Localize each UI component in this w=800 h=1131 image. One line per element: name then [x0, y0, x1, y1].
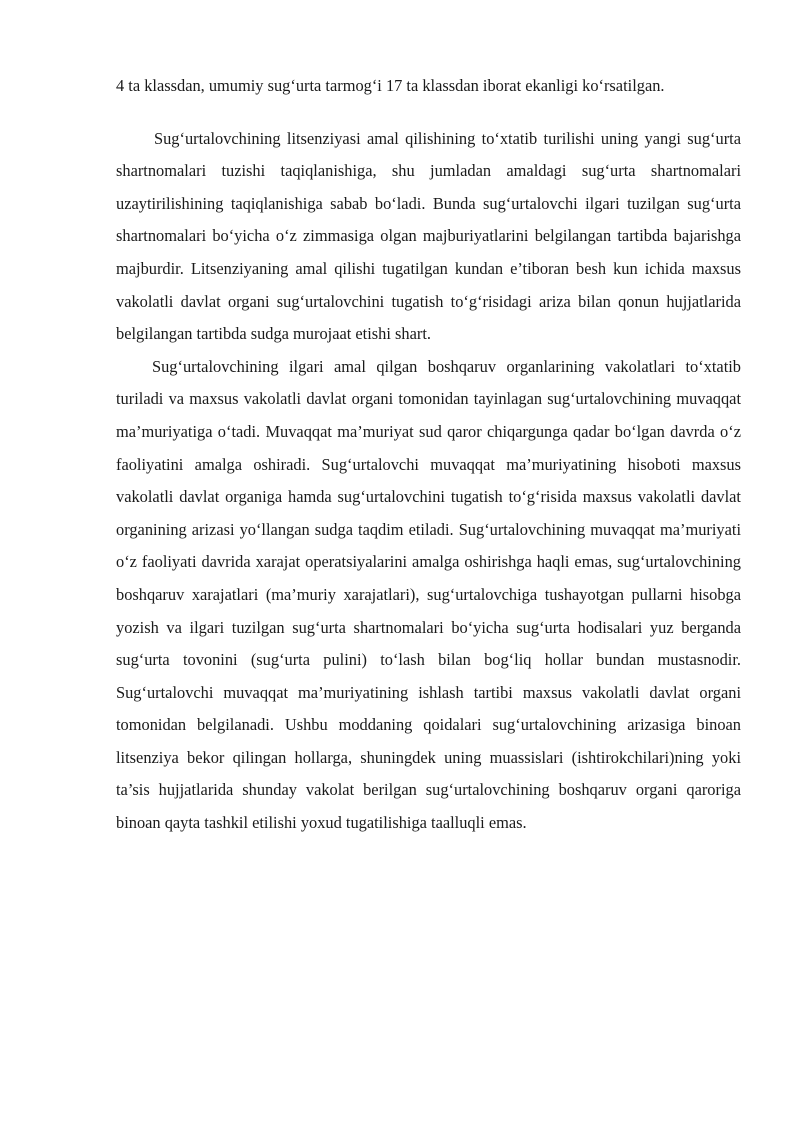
paragraph-license-suspension: Sug‘urtalovchining litsenziyasi amal qilishining to‘xtatib turilishi uning yangi sug‘urta shartnomalari tuzishi taqiqlanishiga, shu jumladan amaldagi sug‘urta shartnomalari uzaytirilishining taqiqlanishiga sabab bo‘ladi. Bunda sug‘urtalovchi ilgari tuzilgan sug‘urta shartnomalari bo‘yicha o‘z zimmasiga olgan majburiyatlarini belgilangan tartibda bajarishga majburdir. Litsenziyaning amal qilishi tugatilgan kundan e’tiboran besh kun ichida maxsus vakolatli davlat organi sug‘urtalovchini tugatish to‘g‘risidagi ariza bilan qonun hujjatlarida belgilangan tartibda sudga murojaat etishi shart. — [116, 128, 741, 344]
paragraph-temporary-administration: Sug‘urtalovchining ilgari amal qilgan boshqaruv organlarining vakolatlari to‘xtatib turiladi va maxsus vakolatli davlat organi tomonidan tayinlagan sug‘urtalovchining muvaqqat ma’muriyatiga o‘tadi. Muvaqqat ma’muriyat sud qaror chiqargunga qadar bo‘lgan davrda o‘z faoliyatini amalga oshiradi. Sug‘urtalovchi muvaqqat ma’muriyatining hisoboti maxsus vakolatli davlat organiga hamda sug‘urtalovchini tugatish to‘g‘risida maxsus vakolatli davlat organining arizasi yo‘llangan sudga taqdim etiladi. Sug‘urtalovchining muvaqqat ma’muriyati o‘z faoliyati davrida xarajat operatsiyalarini amalga oshirishga haqli emas, sug‘urtalovchining boshqaruv xarajatlari (ma’muriy xarajatlari), sug‘urtalovchiga tushayotgan pullarni hisobga yozish va ilgari tuzilgan sug‘urta shartnomalari bo‘yicha sug‘urta hodisalari yuz berganda sug‘urta tovonini (sug‘urta pulini) to‘lash bilan bog‘liq hollar bundan mustasnodir. Sug‘urtalovchi muvaqqat ma’muriyatining ishlash tartibi maxsus vakolatli davlat organi tomonidan belgilanadi. Ushbu moddaning qoidalari sug‘urtalovchining arizasiga binoan litsenziya bekor qilingan hollarga, shuningdek uning muassislari (ishtirokchilari)ning yoki ta’sis hujjatlarida shunday vakolat berilgan sug‘urtalovchining boshqaruv organi qaroriga binoan qayta tashkil etilishi yoxud tugatilishiga taalluqli emas. — [116, 356, 741, 833]
paragraph-continuation: 4 ta klassdan, umumiy sug‘urta tarmog‘i 17 ta klassdan iborat ekanligi ko‘rsatilgan. — [116, 76, 665, 95]
document-page — [116, 70, 741, 840]
